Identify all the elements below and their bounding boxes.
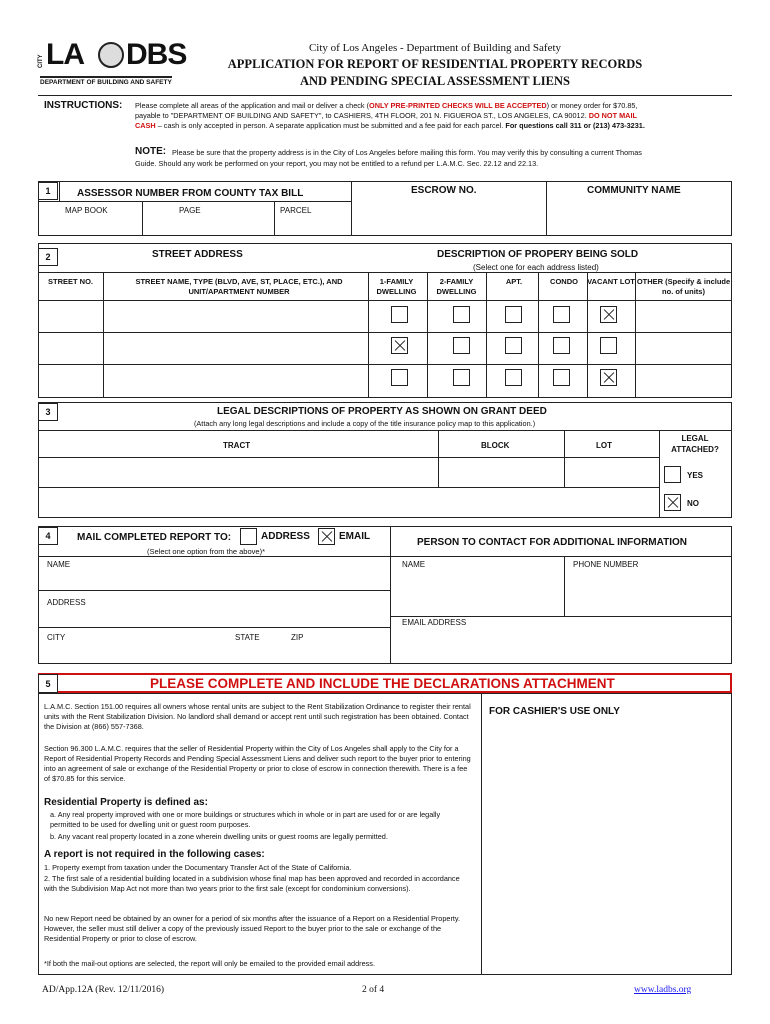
row1-apt-checkbox[interactable] xyxy=(505,306,522,323)
email-address-label: EMAIL ADDRESS xyxy=(402,618,467,627)
note-label: NOTE: xyxy=(135,146,167,157)
city-input[interactable] xyxy=(40,642,386,662)
phone-label: PHONE NUMBER xyxy=(573,560,639,569)
street-address-title: STREET ADDRESS xyxy=(152,249,243,260)
logo-la: LA xyxy=(46,38,84,71)
community-input[interactable] xyxy=(547,196,730,234)
form-title-2: AND PENDING SPECIAL ASSESSMENT LIENS xyxy=(300,74,570,88)
col-other: OTHER (Specify & include no. of units) xyxy=(636,277,731,296)
name-label: NAME xyxy=(47,560,71,569)
legal-attached-label: LEGAL ATTACHED? xyxy=(671,434,719,454)
mail-address-option-label: ADDRESS xyxy=(261,531,310,542)
desc-title: DESCRIPTION OF PROPERY BEING SOLD xyxy=(437,249,639,260)
col-apt: APT. xyxy=(505,277,523,286)
contact-name-input[interactable] xyxy=(392,570,560,614)
row2-condo-checkbox[interactable] xyxy=(553,337,570,354)
section-5-number: 5 xyxy=(38,674,58,693)
rent-stab-paragraph: L.A.M.C. Section 151.00 requires all owners whose rental units are subject to the Rent Stabilization Ordinance to register their rental units with the Rent Stabilization Division. No landlord shall demand or accept rent until such registration has been obtained. Contact the Division at (866) 557-7368. xyxy=(44,702,471,731)
col-1family: 1-FAMILY DWELLING xyxy=(376,277,417,296)
header-rule xyxy=(38,95,732,96)
city-label: CITY xyxy=(47,633,66,642)
legal-sub: (Attach any long legal descriptions and include a copy of the title insurance policy map to this application.) xyxy=(194,419,536,428)
col-condo: CONDO xyxy=(550,277,578,286)
lot-label: LOT xyxy=(596,441,612,450)
row2-2family-checkbox[interactable] xyxy=(453,337,470,354)
form-title-1: APPLICATION FOR REPORT OF RESIDENTIAL PROPERTY RECORDS xyxy=(227,57,643,71)
dept-name: City of Los Angeles - Department of Building and Safety xyxy=(308,42,562,54)
name-input[interactable] xyxy=(40,570,386,588)
tract-input[interactable] xyxy=(40,458,435,486)
ladbs-logo xyxy=(38,38,187,92)
section-96300-paragraph: Section 96.300 L.A.M.C. requires that the seller of Residential Property within the City of Los Angeles shall apply to the City for a Report of Residential Property Records and Pending Special Assessment Liens and deliver such report to the buyer prior to entering into an agreement of sale or exchange of the Residential Property or prior to close of escrow in connection therewith. There is a fee of $70.85 for this service. xyxy=(44,744,471,783)
escrow-input[interactable] xyxy=(352,196,542,234)
mail-email-checkbox[interactable] xyxy=(318,528,335,545)
city-seal-icon xyxy=(98,42,124,68)
section-2-number: 2 xyxy=(38,248,58,266)
section-3-number: 3 xyxy=(38,403,58,421)
row2-apt-checkbox[interactable] xyxy=(505,337,522,354)
row3-condo-checkbox[interactable] xyxy=(553,369,570,386)
definition-b: b. Any vacant real property located in a zone wherein dwelling units or guest rooms are legally permitted. xyxy=(50,832,388,841)
page-number: 2 of 4 xyxy=(362,985,385,995)
not-required-title: A report is not required in the following cases: xyxy=(44,849,265,860)
street-no-input-1[interactable] xyxy=(40,300,100,330)
declarations-title: PLEASE COMPLETE AND INCLUDE THE DECLARATIONS ATTACHMENT xyxy=(150,676,615,691)
instructions-text: Please complete all areas of the application and mail or deliver a check (ONLY PRE-PRINTED CHECKS WILL BE ACCEPTED) or money order for $70.85, payable to "DEPARTMENT OF BUILDING AND SAFETY", to CASHIERS, 4TH FLOOR, 201 N. FIGUEROA ST., LOS ANGELES, CA 90012. DO NOT MAIL CASH – cash is only accepted in person. A separate application must be submitted and a fee paid for each parcel. For questions call 311 or (213) 473-3231. xyxy=(135,101,645,130)
form-id: AD/App.12A (Rev. 12/11/2016) xyxy=(42,985,164,995)
zip-label: ZIP xyxy=(291,633,304,642)
col-street-no: STREET NO. xyxy=(47,277,93,286)
street-name-input-1[interactable] xyxy=(104,300,366,330)
legal-title: LEGAL DESCRIPTIONS OF PROPERTY AS SHOWN ON GRANT DEED xyxy=(217,406,547,417)
row3-apt-checkbox[interactable] xyxy=(505,369,522,386)
page-label: PAGE xyxy=(179,206,201,215)
parcel-label: PARCEL xyxy=(280,206,312,215)
cashier-label: FOR CASHIER'S USE ONLY xyxy=(489,706,620,717)
select-note: (Select one option from the above)* xyxy=(147,547,265,556)
row1-2family-checkbox[interactable] xyxy=(453,306,470,323)
escrow-label: ESCROW NO. xyxy=(411,185,477,196)
mail-label: MAIL COMPLETED REPORT TO: xyxy=(77,532,232,543)
section-4-number: 4 xyxy=(38,527,58,545)
section-1-number: 1 xyxy=(38,182,58,200)
section-5-header xyxy=(38,673,732,693)
defined-title: Residential Property is defined as: xyxy=(44,797,208,808)
legal-yes-checkbox[interactable] xyxy=(664,466,681,483)
state-label: STATE xyxy=(235,633,260,642)
community-label: COMMUNITY NAME xyxy=(587,185,681,196)
logo-subtitle: DEPARTMENT OF BUILDING AND SAFETY xyxy=(40,76,172,86)
contact-title: PERSON TO CONTACT FOR ADDITIONAL INFORMATION xyxy=(417,537,687,548)
not-required-1: 1. Property exempt from taxation under the Documentary Transfer Act of the State of California. xyxy=(44,863,352,872)
row2-vacant-checkbox[interactable] xyxy=(600,337,617,354)
legal-no-checkbox[interactable] xyxy=(664,494,681,511)
address-label: ADDRESS xyxy=(47,598,86,607)
mail-address-checkbox[interactable] xyxy=(240,528,257,545)
legal-no-label: NO xyxy=(687,499,699,508)
section-1-input-left[interactable] xyxy=(40,220,310,235)
phone-input[interactable] xyxy=(566,570,730,614)
instructions-label: INSTRUCTIONS: xyxy=(44,100,123,111)
row1-vacant-checkbox[interactable] xyxy=(600,306,617,323)
row1-1family-checkbox[interactable] xyxy=(391,306,408,323)
row3-2family-checkbox[interactable] xyxy=(453,369,470,386)
row3-vacant-checkbox[interactable] xyxy=(600,369,617,386)
row3-1family-checkbox[interactable] xyxy=(391,369,408,386)
map-book-label: MAP BOOK xyxy=(65,206,108,215)
note-text: Please be sure that the property address is in the City of Los Angeles before mailing this form. You may verify this by consulting a current Thomas xyxy=(172,148,642,157)
email-input[interactable] xyxy=(392,628,730,662)
six-months-paragraph: No new Report need be obtained by an owner for a period of six months after the issuance of a Report on a Residential Property. However, the seller must still deliver a copy of the previously issued Report to the buyer prior to the sale or exchange of the Residential Property or prior to close of escrow. xyxy=(44,914,461,943)
other-input-1[interactable] xyxy=(636,300,730,330)
not-required-2: 2. The first sale of a residential building located in a subdivision whose final map has been approved and recorded in accordance with the Subdivision Map Act not more than two years prior to the first sale (except for condominium conversions). xyxy=(44,874,460,893)
address-input[interactable] xyxy=(40,608,386,626)
col-street-name: STREET NAME, TYPE (BLVD, AVE, ST, PLACE, ETC.), AND UNIT/APARTMENT NUMBER xyxy=(135,277,343,296)
row2-1family-checkbox[interactable] xyxy=(391,337,408,354)
logo-dbs: DBS xyxy=(126,38,187,71)
legal-yes-label: YES xyxy=(687,471,704,480)
lot-input[interactable] xyxy=(565,458,656,486)
email-footnote: *If both the mail-out options are selected, the report will only be emailed to the provided email address. xyxy=(44,959,375,968)
tract-label: TRACT xyxy=(223,441,251,450)
note-text-2: Guide. Should any work be performed on your report, you may not be entitled to a refund per L.A.M.C. Sec. 22.12 and 22.13. xyxy=(135,159,539,168)
col-2family: 2-FAMILY DWELLING xyxy=(436,277,477,296)
block-label: BLOCK xyxy=(481,441,510,450)
desc-sub: (Select one for each address listed) xyxy=(473,263,599,272)
contact-name-label: NAME xyxy=(402,560,426,569)
mail-email-option-label: EMAIL xyxy=(339,531,371,542)
block-input[interactable] xyxy=(439,458,561,486)
logo-city-label: CITY xyxy=(38,54,44,68)
col-vacant: VACANT LOT xyxy=(587,277,635,286)
row1-condo-checkbox[interactable] xyxy=(553,306,570,323)
definition-a: a. Any real property improved with one or more buildings or structures which in whole or in part are used for or are legally permitted to be used for dwelling unit or guest room purposes. xyxy=(50,810,441,829)
ladbs-url-link[interactable]: www.ladbs.org xyxy=(634,985,692,995)
assessor-title: ASSESSOR NUMBER FROM COUNTY TAX BILL xyxy=(77,188,304,199)
